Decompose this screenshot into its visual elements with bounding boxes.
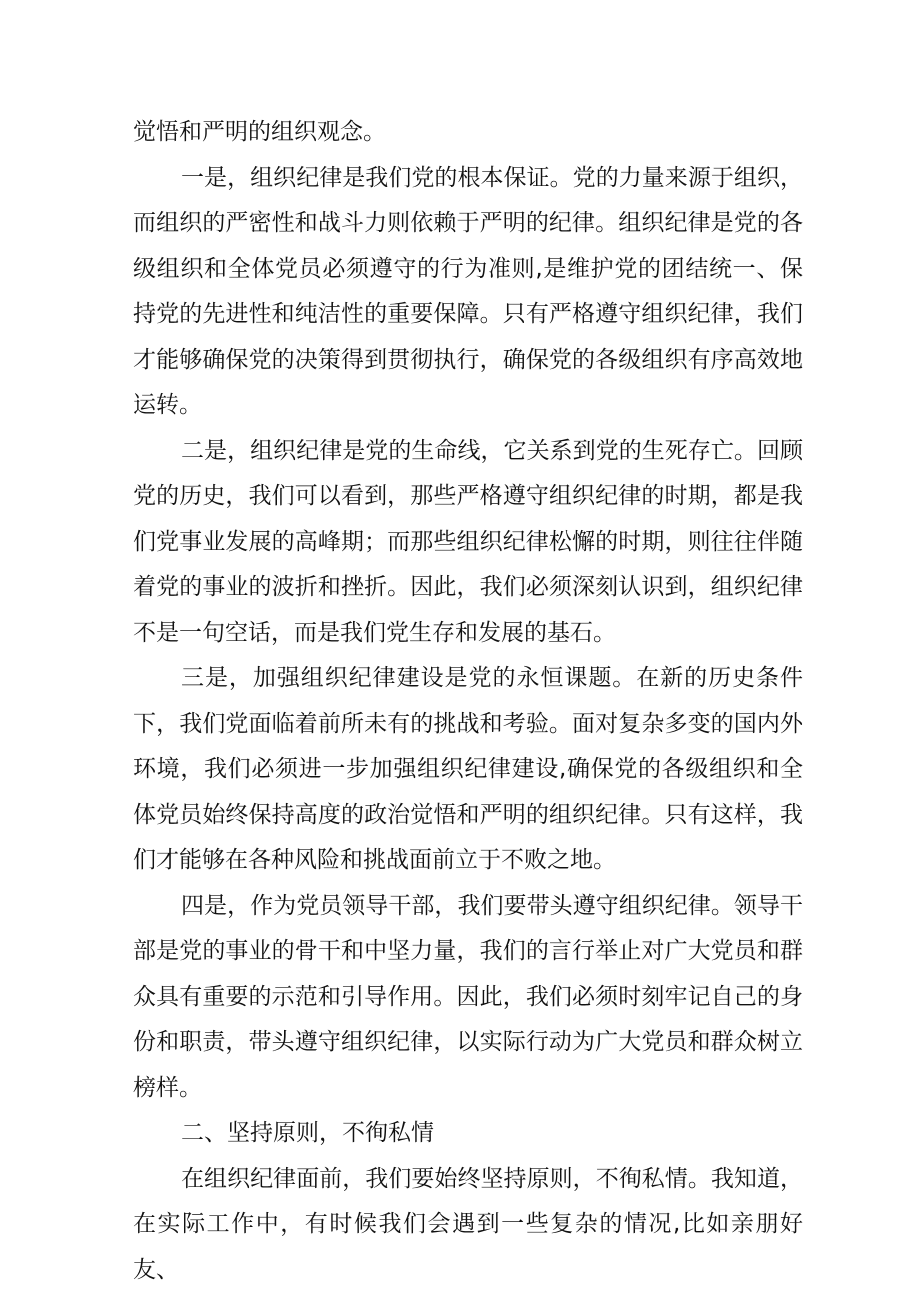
paragraph-principle: 在组织纪律面前，我们要始终坚持原则，不徇私情。我知道，在实际工作中，有时候我们会遇到一些复杂的情况,比如亲朋好友、 — [133, 1165, 803, 1283]
paragraph-point-three: 三是，加强组织纪律建设是党的永恒课题。在新的历史条件下，我们党面临着前所未有的挑战和考验。面对复杂多变的国内外环境，我们必须进一步加强组织纪律建设,确保党的各级组织和全体党员始终保持高度的政治觉悟和严明的组织纪律。只有这样，我们才能够在各种风险和挑战面前立于不败之地。 — [133, 665, 803, 873]
paragraph-point-four: 四是，作为党员领导干部，我们要带头遵守组织纪律。领导干部是党的事业的骨干和中坚力量，我们的言行举止对广大党员和群众具有重要的示范和引导作用。因此，我们必须时刻牢记自己的身份和职责，带头遵守组织纪律，以实际行动为广大党员和群众树立榜样。 — [133, 892, 803, 1101]
paragraph-point-one: 一是，组织纪律是我们党的根本保证。党的力量来源于组织，而组织的严密性和战斗力则依赖于严明的纪律。组织纪律是党的各级组织和全体党员必须遵守的行为准则,是维护党的团结统一、保持党的先进性和纯洁性的重要保障。只有严格遵守组织纪律，我们才能够确保党的决策得到贯彻执行，确保党的各级组织有序高效地运转。 — [133, 164, 803, 418]
paragraph-continuation: 觉悟和严明的组织观念。 — [133, 119, 386, 145]
body-text — [133, 110, 803, 1293]
paragraph-point-two: 二是，组织纪律是党的生命线，它关系到党的生死存亡。回顾党的历史，我们可以看到，那些严格遵守组织纪律的时期，都是我们党事业发展的高峰期；而那些组织纪律松懈的时期，则往往伴随着党的事业的波折和挫折。因此，我们必须深刻认识到，组织纪律不是一句空话，而是我们党生存和发展的基石。 — [133, 437, 803, 646]
section-heading: 二、坚持原则，不徇私情 — [181, 1120, 434, 1146]
